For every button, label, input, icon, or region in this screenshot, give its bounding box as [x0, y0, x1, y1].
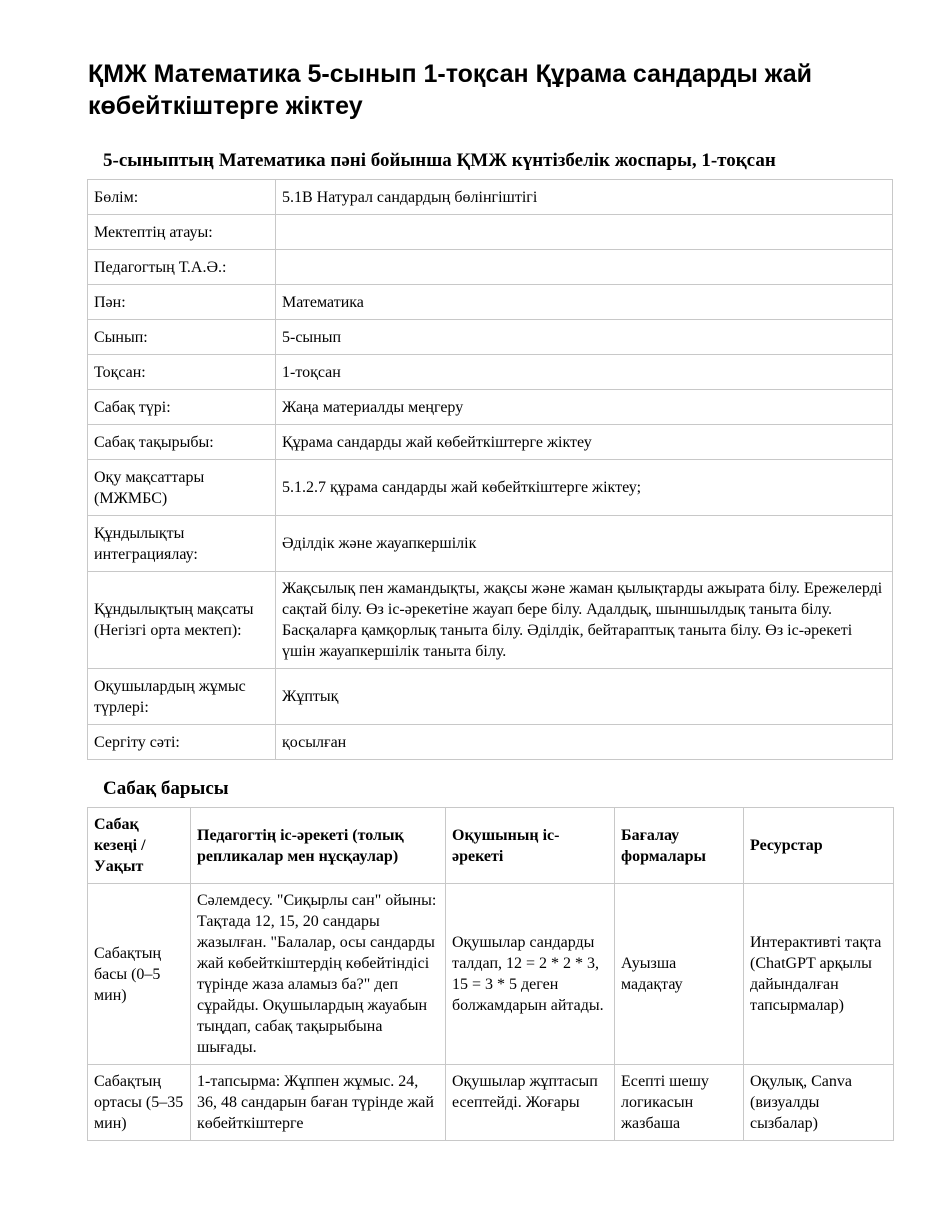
table-row — [88, 425, 893, 460]
info-value: 5.1.2.7 құрама сандарды жай көбейткіштерге жіктеу; — [276, 460, 893, 516]
column-header: Педагогтің іс-әрекеті (толық репликалар мен нұсқаулар) — [191, 808, 446, 884]
table-cell: Оқушылар сандарды талдап, 12 = 2 * 2 * 3, 15 = 3 * 5 деген болжамдарын айтады. — [446, 884, 615, 1065]
table-header-row — [88, 808, 894, 884]
table-row — [88, 460, 893, 516]
info-label: Құндылықты интеграциялау: — [88, 516, 276, 572]
info-label: Сынып: — [88, 320, 276, 355]
table-cell: Есепті шешу логикасын жазбаша — [615, 1065, 744, 1141]
info-value: 1-тоқсан — [276, 355, 893, 390]
column-header: Бағалау формалары — [615, 808, 744, 884]
table-row — [88, 390, 893, 425]
table-row — [88, 572, 893, 669]
lesson-info-table — [87, 179, 893, 760]
info-value: Жақсылық пен жамандықты, жақсы және жаман қылықтарды ажырата білу. Ережелерді сақтай білу. Өз іс-әрекетіне жауап бере білу. Адалдық, шыншылдық таныта білу. Басқаларға қамқорлық таныта білу. Әділдік, бейтараптық таныта білу. Өз іс-әрекеті үшін жауапкершілік таныта білу. — [276, 572, 893, 669]
column-header: Ресурстар — [744, 808, 894, 884]
info-value — [276, 250, 893, 285]
info-value: қосылған — [276, 725, 893, 760]
info-label: Сабақ түрі: — [88, 390, 276, 425]
info-value: 5-сынып — [276, 320, 893, 355]
lesson-flow-table — [87, 807, 894, 1141]
table-row — [88, 884, 894, 1065]
table-row — [88, 180, 893, 215]
table-cell: 1-тапсырма: Жұппен жұмыс. 24, 36, 48 сандарын баған түрінде жай көбейткіштерге — [191, 1065, 446, 1141]
table-cell: Ауызша мадақтау — [615, 884, 744, 1065]
table-row — [88, 516, 893, 572]
info-label: Құндылықтың мақсаты (Негізгі орта мектеп): — [88, 572, 276, 669]
info-value: Жұптық — [276, 669, 893, 725]
info-value: Жаңа материалды меңгеру — [276, 390, 893, 425]
info-label: Бөлім: — [88, 180, 276, 215]
info-label: Мектептің атауы: — [88, 215, 276, 250]
table-cell: Сәлемдесу. "Сиқырлы сан" ойыны: Тақтада 12, 15, 20 сандары жазылған. "Балалар, осы сандарды жай көбейткіштердің көбейтіндісі түрінде жаза аламыз ба?" деп сұрайды. Оқушылардың жауабын тыңдап, сабақ тақырыбына шығады. — [191, 884, 446, 1065]
table-row — [88, 285, 893, 320]
table-row — [88, 725, 893, 760]
info-value: 5.1В Натурал сандардың бөлінгіштігі — [276, 180, 893, 215]
info-value: Құрама сандарды жай көбейткіштерге жіктеу — [276, 425, 893, 460]
table-row — [88, 250, 893, 285]
table-cell: Сабақтың ортасы (5–35 мин) — [88, 1065, 191, 1141]
info-label: Сергіту сәті: — [88, 725, 276, 760]
table-row — [88, 320, 893, 355]
info-label: Тоқсан: — [88, 355, 276, 390]
info-label: Сабақ тақырыбы: — [88, 425, 276, 460]
info-value: Әділдік және жауапкершілік — [276, 516, 893, 572]
document-title: ҚМЖ Математика 5-сынып 1-тоқсан Құрама сандарды жай көбейткіштерге жіктеу — [88, 60, 813, 120]
info-label: Оқу мақсаттары (МЖМБС) — [88, 460, 276, 516]
table-row — [88, 215, 893, 250]
table-cell: Интерактивті тақта (ChatGPT арқылы дайындалған тапсырмалар) — [744, 884, 894, 1065]
table-cell: Оқулық, Canva (визуалды сызбалар) — [744, 1065, 894, 1141]
column-header: Оқушының іс-әрекеті — [446, 808, 615, 884]
info-label: Педагогтың Т.А.Ә.: — [88, 250, 276, 285]
info-label: Оқушылардың жұмыс түрлері: — [88, 669, 276, 725]
column-header: Сабақ кезеңі / Уақыт — [88, 808, 191, 884]
lesson-flow-heading: Сабақ барысы — [103, 778, 229, 799]
info-value — [276, 215, 893, 250]
table-cell: Оқушылар жұптасып есептейді. Жоғары — [446, 1065, 615, 1141]
table-row — [88, 1065, 894, 1141]
plan-heading: 5-сыныптың Математика пәні бойынша ҚМЖ күнтізбелік жоспары, 1-тоқсан — [103, 150, 776, 171]
info-label: Пән: — [88, 285, 276, 320]
table-cell: Сабақтың басы (0–5 мин) — [88, 884, 191, 1065]
table-row — [88, 355, 893, 390]
table-row — [88, 669, 893, 725]
info-value: Математика — [276, 285, 893, 320]
